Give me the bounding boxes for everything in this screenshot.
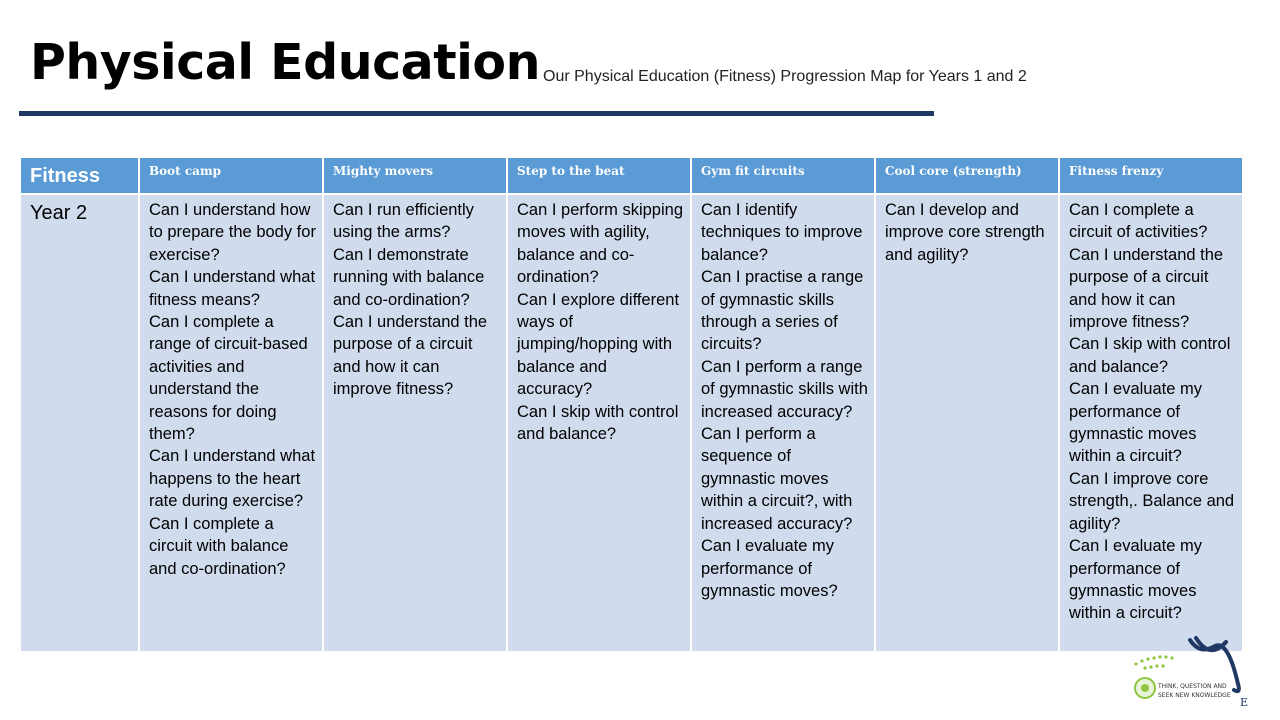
question-text: Can I run efficiently using the arms? — [333, 201, 474, 242]
title-divider — [19, 111, 934, 116]
page-subtitle: Our Physical Education (Fitness) Progression Map for Years 1 and 2 — [543, 68, 1027, 85]
cell-fitness-frenzy — [1059, 194, 1243, 652]
header-cell-mighty-movers: Mighty movers — [323, 157, 507, 194]
school-logo — [1130, 610, 1280, 720]
question-text: Can I practise a range of gymnastic skills through a series of circuits? — [701, 268, 864, 354]
question-text: Can I evaluate my performance of gymnastic moves within a circuit? — [1069, 380, 1202, 466]
question-text: Can I evaluate my performance of gymnastic moves within a circuit? — [1069, 537, 1202, 623]
question-text: Can I perform skipping moves with agility, balance and co-ordination? — [517, 201, 683, 287]
table-row-year-2 — [20, 194, 1243, 652]
question-text: Can I perform a range of gymnastic skills with increased accuracy? — [701, 357, 868, 421]
header-cell-step-to-the-beat: Step to the beat — [507, 157, 691, 194]
header-cell-gym-fit-circuits: Gym fit circuits — [691, 157, 875, 194]
row-label-year-2: Year 2 — [20, 194, 139, 652]
logo-mark: E — [1240, 696, 1249, 709]
question-text: Can I understand what happens to the heart rate during exercise? — [149, 447, 316, 511]
header-cell-cool-core: Cool core (strength) — [875, 157, 1059, 194]
question-text: Can I understand what fitness means? — [149, 268, 316, 309]
question-text: Can I improve core strength,. Balance and agility? — [1069, 469, 1235, 533]
question-text: Can I complete a circuit of activities? — [1069, 201, 1208, 242]
cell-mighty-movers — [323, 194, 507, 652]
logo-dots — [1134, 610, 1253, 670]
question-text: Can I identify techniques to improve balance? — [701, 201, 863, 264]
question-text: Can I understand how to prepare the body for exercise? — [149, 201, 316, 264]
cell-cool-core — [875, 194, 1059, 652]
header-cell-fitness-frenzy: Fitness frenzy — [1059, 157, 1243, 194]
question-text: Can I complete a circuit with balance and co-ordination? — [149, 514, 289, 578]
header-cell-fitness: Fitness — [20, 157, 139, 194]
question-text: Can I perform a sequence of gymnastic moves within a circuit?, with increased accuracy? — [701, 425, 853, 533]
header-cell-boot-camp: Boot camp — [139, 157, 323, 194]
logo-motto: THINK, QUESTION AND SEEK NEW KNOWLEDGE — [1158, 683, 1231, 699]
question-text: Can I develop and improve core strength and agility? — [885, 201, 1045, 264]
cell-step-to-the-beat — [507, 194, 691, 652]
cell-gym-fit-circuits — [691, 194, 875, 652]
question-text: Can I understand the purpose of a circuit and how it can improve fitness? — [1069, 245, 1224, 332]
question-text: Can I skip with control and balance? — [517, 402, 679, 444]
question-text: Can I skip with control and balance? — [1069, 335, 1231, 376]
page-title: Physical Education — [30, 34, 540, 91]
cell-boot-camp — [139, 194, 323, 652]
question-text: Can I evaluate my performance of gymnastic moves? — [701, 537, 838, 600]
question-text: Can I understand the purpose of a circuit and how it can improve fitness? — [333, 313, 488, 399]
table-header-row — [20, 157, 1243, 194]
question-text: Can I explore different ways of jumping/hopping with balance and accuracy? — [517, 290, 680, 399]
question-text: Can I demonstrate running with balance and co-ordination? — [333, 245, 485, 309]
question-text: Can I complete a range of circuit-based activities and understand the reasons for doing them? — [149, 313, 308, 444]
progression-table — [19, 156, 1244, 653]
